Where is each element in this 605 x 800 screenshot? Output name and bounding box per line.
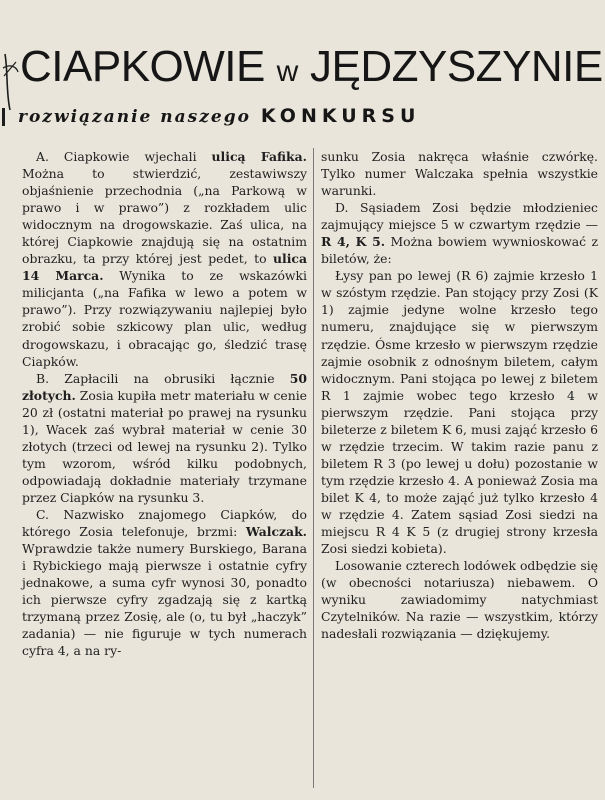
corner-flourish-icon — [2, 52, 20, 112]
paragraph-b — [22, 370, 307, 506]
answer-street-14-marca: ulica 14 Marca. — [22, 251, 307, 284]
paragraph-b-text-1: B. Zapłacili na obrusiki łącznie — [36, 370, 290, 386]
paragraph-closing: Losowanie czterech lodówek odbędzie się (w obecności notariusza) niebawem. O wyniku zawiadomimy natychmiast Czytelników. Na razie — wszystkim, którzy nadesłali rozwiązania — dziękujemy. — [321, 558, 598, 642]
paragraph-b-text-2: Zosia kupiła metr materiału w cenie 20 zł (ostatni materiał po prawej na rysunku 1), Wacek zaś wybrał materiał w cenie 30 złotych (trzeci od lewej na rysunku 2). Tylko tym wzorom, wśród kilku podobnych, odpowiadają dokładnie materiały trzymane przez Ciapków na rysunku 3. — [22, 387, 307, 505]
paragraph-c — [22, 506, 307, 659]
paragraph-d — [321, 199, 598, 267]
article-title — [20, 42, 603, 97]
subtitle-italic: rozwiązanie naszego — [18, 107, 251, 127]
answer-street-fafika: ulicą Fafika. — [211, 149, 307, 164]
paragraph-d-explanation: Łysy pan po lewej (R 6) zajmie krzesło 1 w szóstym rzędzie. Pan stojący przy Zosi (K 1) zajmie jedyne wolne krzesło tego numeru, znajdujące się w pierwszym rzędzie. Ósme krzesło w pierwszym rzędzie zajmie osobnik z odnośnym biletem, całym widocznym. Pani stojąca po lewej z biletem R 1 zajmie wobec tego krzesło 4 w pierwszym rzędzie. Pani stojąca przy bileterze z biletem K 6, musi zająć krzesło 6 w rzędzie trzecim. W takim razie panu z biletem R 3 (po lewej u dołu) pozostanie w tym rzędzie krzesło 4. A ponieważ Zosia ma bilet K 4, to może zająć już tylko krzesło 4 w rzędzie 4. Zatem sąsiad Zosi siedzi na miejscu R 4 K 5 (z drugiej strony krzesła Zosi siedzi kobieta). — [321, 268, 598, 557]
paragraph-a-text-1: A. Ciapkowie wjechali — [36, 149, 212, 164]
left-column — [22, 148, 307, 659]
right-column — [321, 148, 598, 642]
article-subtitle — [18, 105, 420, 127]
title-w: w — [276, 55, 299, 88]
title-part-1: CIAPKOWIE — [20, 42, 277, 91]
paragraph-c-continued: sunku Zosia nakręca właśnie czwórkę. Tylko numer Walczaka spełnia wszystkie warunki. — [321, 149, 598, 199]
masthead — [0, 30, 605, 140]
column-divider — [313, 148, 314, 788]
paragraph-d-text-2: Można bowiem wywnioskować z biletów, że: — [321, 234, 598, 267]
answer-r4-k5: R 4, K 5. — [321, 234, 386, 250]
paragraph-c-text-1: C. Nazwisko znajomego Ciapków, do którego Zosia telefonuje, brzmi: — [22, 506, 307, 540]
subtitle-bold: KONKURSU — [260, 105, 421, 127]
paragraph-a — [22, 148, 307, 370]
subtitle-rule — [2, 108, 5, 126]
answer-50-zlotych: 50 złotych. — [22, 370, 307, 403]
answer-walczak: Walczak. — [245, 524, 307, 540]
paragraph-c-text-2: Wprawdzie także numery Burskiego, Barana i Rybickiego mają pierwsze i ostatnie cyfry jednakowe, a suma cyfr wynosi 30, ponadto ich pierwsze cyfry zgadzają się z kartką trzymaną przez Zosię, ale (o, tu był „haczyk” zadania) — nie figuruje w tych numerach cyfra 4, a na ry- — [22, 541, 307, 659]
paragraph-a-text-2: Można to stwierdzić, zestawiwszy objaśnienie przechodnia („na Parkową w prawo i w prawo”) z rozkładem ulic widocznym na drogowskazie. Zaś ulica, na której Ciapkowie znajdują się na ostatnim obrazku, ta przy której jest pedet, to — [22, 166, 307, 267]
title-part-2: JĘDZYSZYNIE — [298, 42, 603, 91]
paragraph-a-text-3: Wynika to ze wskazówki milicjanta („na Fafika w lewo a potem w prawo”). Przy rozwiązywaniu najlepiej było zrobić sobie szkicowy plan ulic, według drogowskazu, i obracając go, śledzić trasę Ciapków. — [22, 268, 307, 369]
paragraph-d-text-1: D. Sąsiadem Zosi będzie młodzieniec zajmujący miejsce 5 w czwartym rzędzie — — [321, 200, 598, 233]
